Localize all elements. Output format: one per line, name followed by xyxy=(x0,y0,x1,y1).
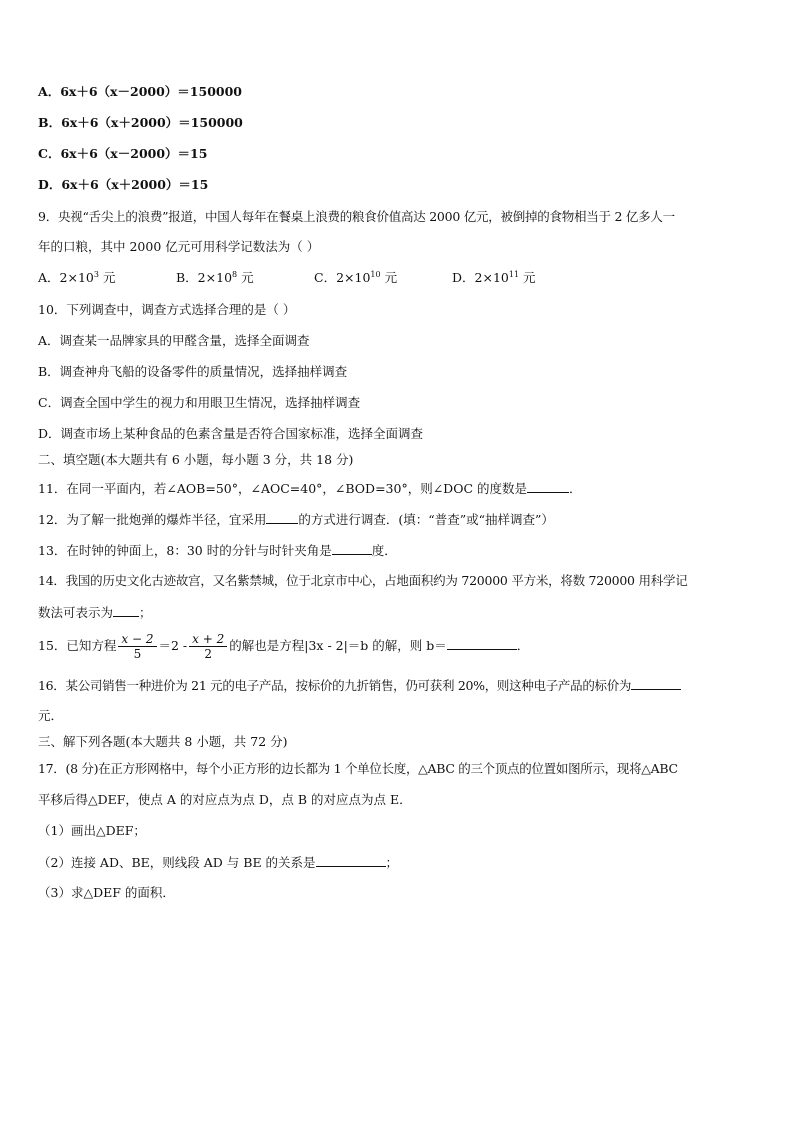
q9-stem-line1: 9．央视“舌尖上的浪费”报道，中国人每年在餐桌上浪费的粮食价值高达 2000 亿元，被倒掉的食物相当于 2 亿多人一 xyxy=(38,209,675,224)
q17-sub3: （3）求△DEF 的面积． xyxy=(38,885,175,900)
q14-end: ； xyxy=(139,605,152,620)
fraction-denominator: 2 xyxy=(204,647,213,661)
option-unit: 元 xyxy=(380,270,398,285)
q11-text: 11．在同一平面内，若∠AOB=50°，∠AOC=40°，∠BOD=30°，则∠DOC 的度数是 xyxy=(38,481,527,496)
q12-text: 12．为了解一批炮弹的爆炸半径，宜采用 xyxy=(38,512,267,527)
q9-option-b xyxy=(176,270,254,286)
q15 xyxy=(38,626,529,666)
q11-end: ． xyxy=(568,481,582,496)
q12-end: 的方式进行调查．(填：“普查”或“抽样调查”） xyxy=(298,512,554,527)
q16-text: 16．某公司销售一种进价为 21 元的电子产品，按标价的九折销售，仍可获利 20%，则这种电子产品的标价为 xyxy=(38,678,632,693)
option-exponent: 8 xyxy=(232,269,238,279)
option-label: A．2×10 xyxy=(38,270,94,285)
option-label: D．2×10 xyxy=(452,270,509,285)
option-expr: 6x＋6（x－2000）＝150000 xyxy=(60,84,242,99)
option-unit: 元 xyxy=(519,270,536,285)
q9-options xyxy=(38,270,756,286)
q15-middle: ＝2 - xyxy=(158,638,188,653)
q17-sub1: （1）画出△DEF； xyxy=(38,823,146,838)
q13 xyxy=(38,542,397,558)
q10-option-c: C．调查全国中学生的视力和用眼卫生情况，选择抽样调查 xyxy=(38,395,361,410)
option-expr: 6x＋6（x－2000）＝15 xyxy=(60,146,208,161)
q9-option-c xyxy=(314,270,397,286)
q14-line2 xyxy=(38,604,152,620)
q17-line1: 17．(8 分)在正方形网格中，每个小正方形的边长都为 1 个单位长度，△ABC 的三个顶点的位置如图所示，现将△ABC xyxy=(38,761,678,776)
q17-answer-blank xyxy=(316,854,386,867)
q13-text: 13．在时钟的钟面上，8：30 时的分针与时针夹角是 xyxy=(38,543,332,558)
q14-answer-blank xyxy=(113,604,139,617)
option-letter: B． xyxy=(38,115,62,130)
q13-answer-blank xyxy=(332,542,372,555)
option-unit: 元 xyxy=(237,270,254,285)
q14-line1: 14．我国的历史文化古迹故宫，又名紫禁城，位于北京市中心，占地面积约为 720000 平方米，将数 720000 用科学记 xyxy=(38,573,688,588)
option-exponent: 3 xyxy=(93,269,99,279)
fraction-denominator: 5 xyxy=(133,647,142,661)
q17-sub2 xyxy=(38,854,398,870)
q17-sub2-text: （2）连接 AD、BE，则线段 AD 与 BE 的关系是 xyxy=(38,855,316,870)
q8-option-d xyxy=(38,177,208,193)
q11 xyxy=(38,480,582,496)
q9-stem-line2: 年的口粮，其中 2000 亿元可用科学记数法为（ ） xyxy=(38,239,320,254)
q14-text: 数法可表示为 xyxy=(38,605,114,620)
option-exponent: 11 xyxy=(508,269,520,279)
q15-suffix: 的解也是方程|3x - 2|＝b 的解，则 b＝ xyxy=(229,638,447,653)
option-unit: 元 xyxy=(98,270,116,285)
q17-line2: 平移后得△DEF，使点 A 的对应点为点 D，点 B 的对应点为点 E． xyxy=(38,792,412,807)
option-exponent: 10 xyxy=(370,269,381,279)
option-expr: 6x＋6（x＋2000）＝15 xyxy=(61,177,209,192)
q8-option-a xyxy=(38,84,242,100)
q15-fraction-1 xyxy=(118,632,156,661)
q8-option-c xyxy=(38,146,207,162)
q17-sub2-end: ； xyxy=(385,855,399,870)
option-label: C．2×10 xyxy=(314,270,371,285)
option-letter: C． xyxy=(38,146,61,161)
q10-option-d: D．调查市场上某种食品的色素含量是否符合国家标准，选择全面调查 xyxy=(38,426,424,441)
q10-option-b: B．调查神舟飞船的设备零件的质量情况，选择抽样调查 xyxy=(38,364,348,379)
q10-option-a: A．调查某一品牌家具的甲醛含量，选择全面调查 xyxy=(38,333,310,348)
option-letter: A． xyxy=(38,84,61,99)
q10-stem: 10．下列调查中，调查方式选择合理的是（ ） xyxy=(38,302,296,317)
option-letter: D． xyxy=(38,177,62,192)
section-2-heading: 二、填空题(本大题共有 6 小题，每小题 3 分，共 18 分) xyxy=(38,452,354,467)
fraction-numerator: x + 2 xyxy=(189,632,227,647)
option-label: B．2×10 xyxy=(176,270,233,285)
q13-end: 度． xyxy=(371,543,397,558)
fraction-numerator: x − 2 xyxy=(118,632,156,647)
q15-end: ． xyxy=(516,638,530,653)
q12 xyxy=(38,511,554,527)
q15-prefix: 15．已知方程 xyxy=(38,638,117,653)
q15-fraction-2 xyxy=(189,632,227,661)
q16-answer-blank xyxy=(631,677,681,690)
q16-line1 xyxy=(38,677,681,693)
q16-line2: 元． xyxy=(38,708,64,723)
option-expr: 6x＋6（x＋2000）＝150000 xyxy=(61,115,243,130)
q15-answer-blank xyxy=(447,637,517,650)
q11-answer-blank xyxy=(527,480,569,493)
section-3-heading: 三、解下列各题(本大题共 8 小题，共 72 分) xyxy=(38,734,288,749)
q9-option-a xyxy=(38,270,115,286)
q8-option-b xyxy=(38,115,243,131)
q9-option-d xyxy=(452,270,536,286)
q12-answer-blank xyxy=(266,511,298,524)
